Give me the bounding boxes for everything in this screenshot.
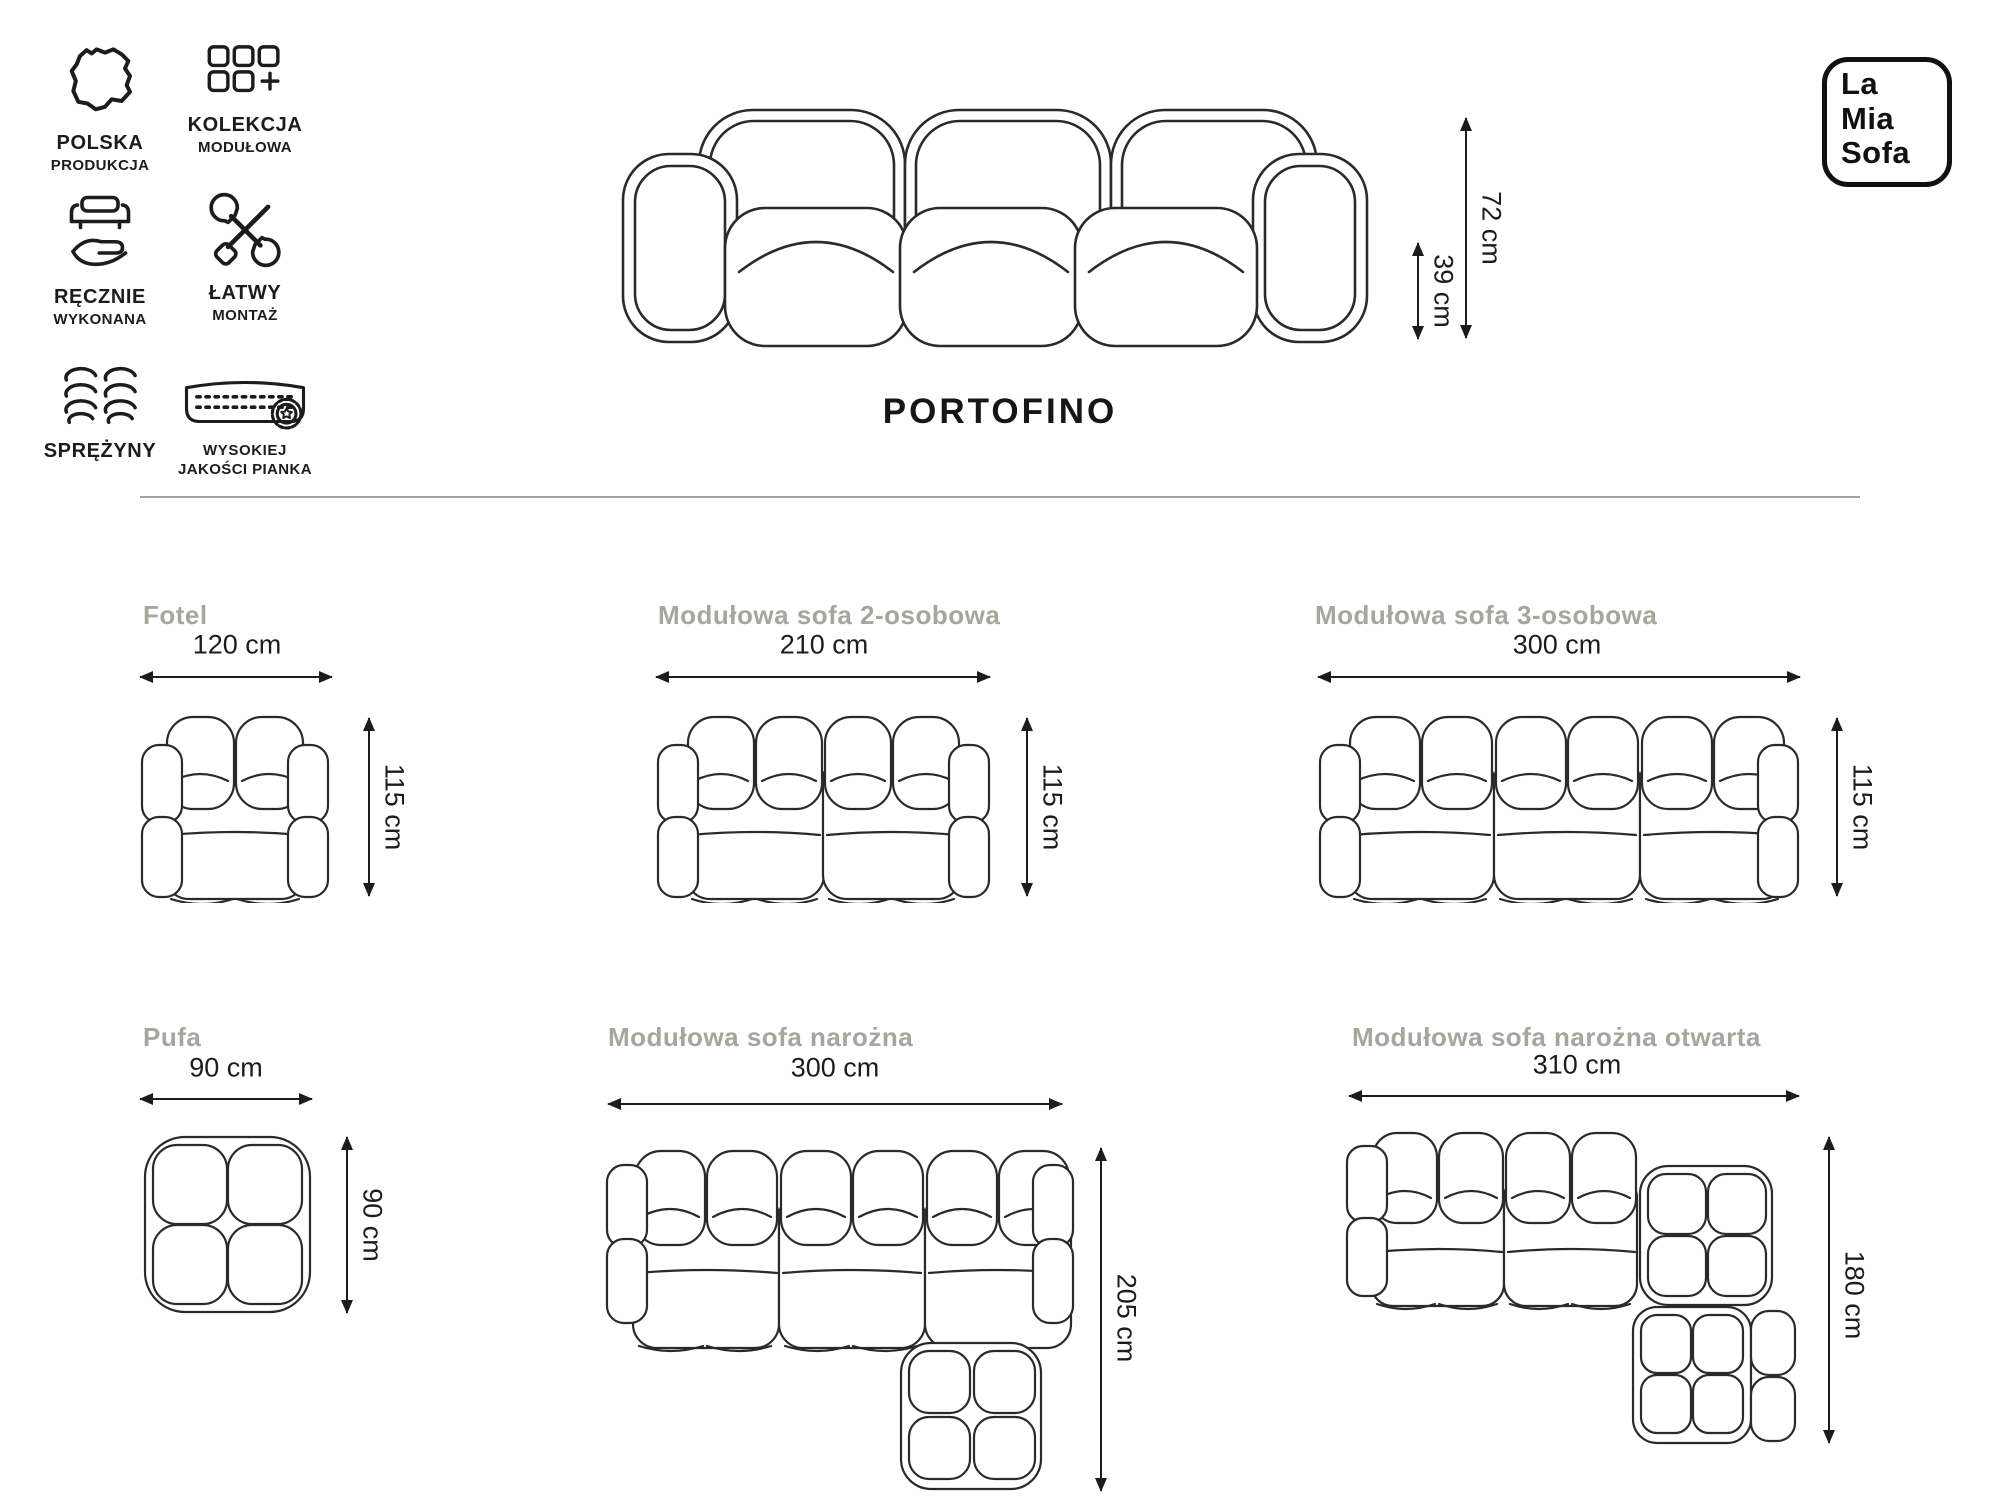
pufa-top-view-drawing: [140, 1133, 315, 1316]
feature-kolekcja-modulowa: [175, 44, 315, 156]
section-divider: [140, 496, 1860, 498]
otwarta-width-arrow: [1349, 1095, 1799, 1097]
feature-polska-produkcja: [35, 40, 165, 174]
feature-title: WYSOKIEJ: [203, 442, 287, 459]
modular-collection-icon: [206, 44, 284, 104]
fotel-width-arrow: [140, 676, 332, 678]
feature-title: ŁATWY: [208, 282, 282, 304]
overall-height-arrow: [1465, 118, 1467, 338]
otwarta-depth-arrow: [1828, 1137, 1830, 1443]
narozna-width-arrow: [608, 1103, 1062, 1105]
easy-assembly-icon: [205, 188, 285, 272]
overall-height-label: 72 cm: [1476, 191, 1507, 265]
feature-title: RĘCZNIE: [54, 286, 146, 308]
narozna-width-label: 300 cm: [790, 1052, 880, 1083]
feature-latwy-montaz: [175, 188, 315, 324]
brand-logo: [1822, 57, 1952, 187]
narozna-top-view-drawing: [605, 1143, 1075, 1493]
high-quality-foam-icon: [180, 372, 310, 432]
logo-line: Mia: [1841, 100, 1895, 136]
feature-subtitle: MONTAŻ: [212, 307, 278, 324]
sofa2-top-view-drawing: [656, 715, 991, 903]
sofa-front-view-drawing: [617, 102, 1373, 354]
feature-wysokiej-jakosci-pianka: [160, 372, 330, 478]
feature-subtitle: JAKOŚCI PIANKA: [178, 461, 312, 478]
variant-title-narozna-otwarta: Modułowa sofa narożna otwarta: [1352, 1022, 1761, 1052]
variant-title-sofa-3: Modułowa sofa 3-osobowa: [1315, 600, 1658, 630]
sofa3-top-view-drawing: [1318, 715, 1800, 903]
logo-line: Sofa: [1841, 135, 1911, 171]
feature-subtitle: PRODUKCJA: [50, 157, 150, 174]
logo-line: La: [1841, 66, 1879, 101]
seat-height-arrow: [1417, 243, 1419, 339]
handmade-icon: [58, 188, 142, 276]
fotel-depth-label: 115 cm: [379, 763, 410, 851]
sofa2-width-arrow: [656, 676, 990, 678]
feature-recznie-wykonana: [35, 188, 165, 328]
feature-sprezyny: [35, 362, 165, 465]
feature-title: POLSKA: [56, 132, 144, 154]
sofa3-depth-label: 115 cm: [1847, 763, 1878, 851]
product-name: PORTOFINO: [882, 392, 1118, 431]
pufa-depth-label: 90 cm: [357, 1188, 388, 1262]
sofa3-width-arrow: [1318, 676, 1800, 678]
sofa2-width-label: 210 cm: [779, 629, 869, 660]
variant-title-narozna: Modułowa sofa narożna: [608, 1022, 914, 1052]
feature-title: KOLEKCJA: [187, 114, 303, 136]
pufa-width-label: 90 cm: [189, 1052, 263, 1083]
pufa-depth-arrow: [346, 1137, 348, 1313]
otwarta-width-label: 310 cm: [1532, 1049, 1622, 1080]
springs-icon: [62, 362, 138, 430]
variant-title-fotel: Fotel: [143, 600, 208, 630]
narozna-depth-label: 205 cm: [1111, 1273, 1142, 1363]
otwarta-depth-label: 180 cm: [1839, 1250, 1870, 1340]
otwarta-top-view-drawing: [1345, 1130, 1797, 1446]
sofa2-depth-arrow: [1026, 718, 1028, 896]
feature-title: SPRĘŻYNY: [43, 440, 157, 462]
sofa2-depth-label: 115 cm: [1037, 763, 1068, 851]
poland-map-icon: [60, 40, 140, 122]
feature-subtitle: WYKONANA: [53, 311, 147, 328]
variant-title-pufa: Pufa: [143, 1022, 202, 1052]
pufa-width-arrow: [140, 1098, 312, 1100]
fotel-width-label: 120 cm: [192, 629, 282, 660]
feature-subtitle: MODUŁOWA: [197, 139, 293, 156]
fotel-depth-arrow: [368, 718, 370, 896]
variant-title-sofa-2: Modułowa sofa 2-osobowa: [658, 600, 1001, 630]
sofa3-width-label: 300 cm: [1512, 629, 1602, 660]
fotel-top-view-drawing: [140, 715, 330, 903]
narozna-depth-arrow: [1100, 1148, 1102, 1491]
sofa3-depth-arrow: [1836, 718, 1838, 896]
seat-height-label: 39 cm: [1428, 254, 1459, 328]
